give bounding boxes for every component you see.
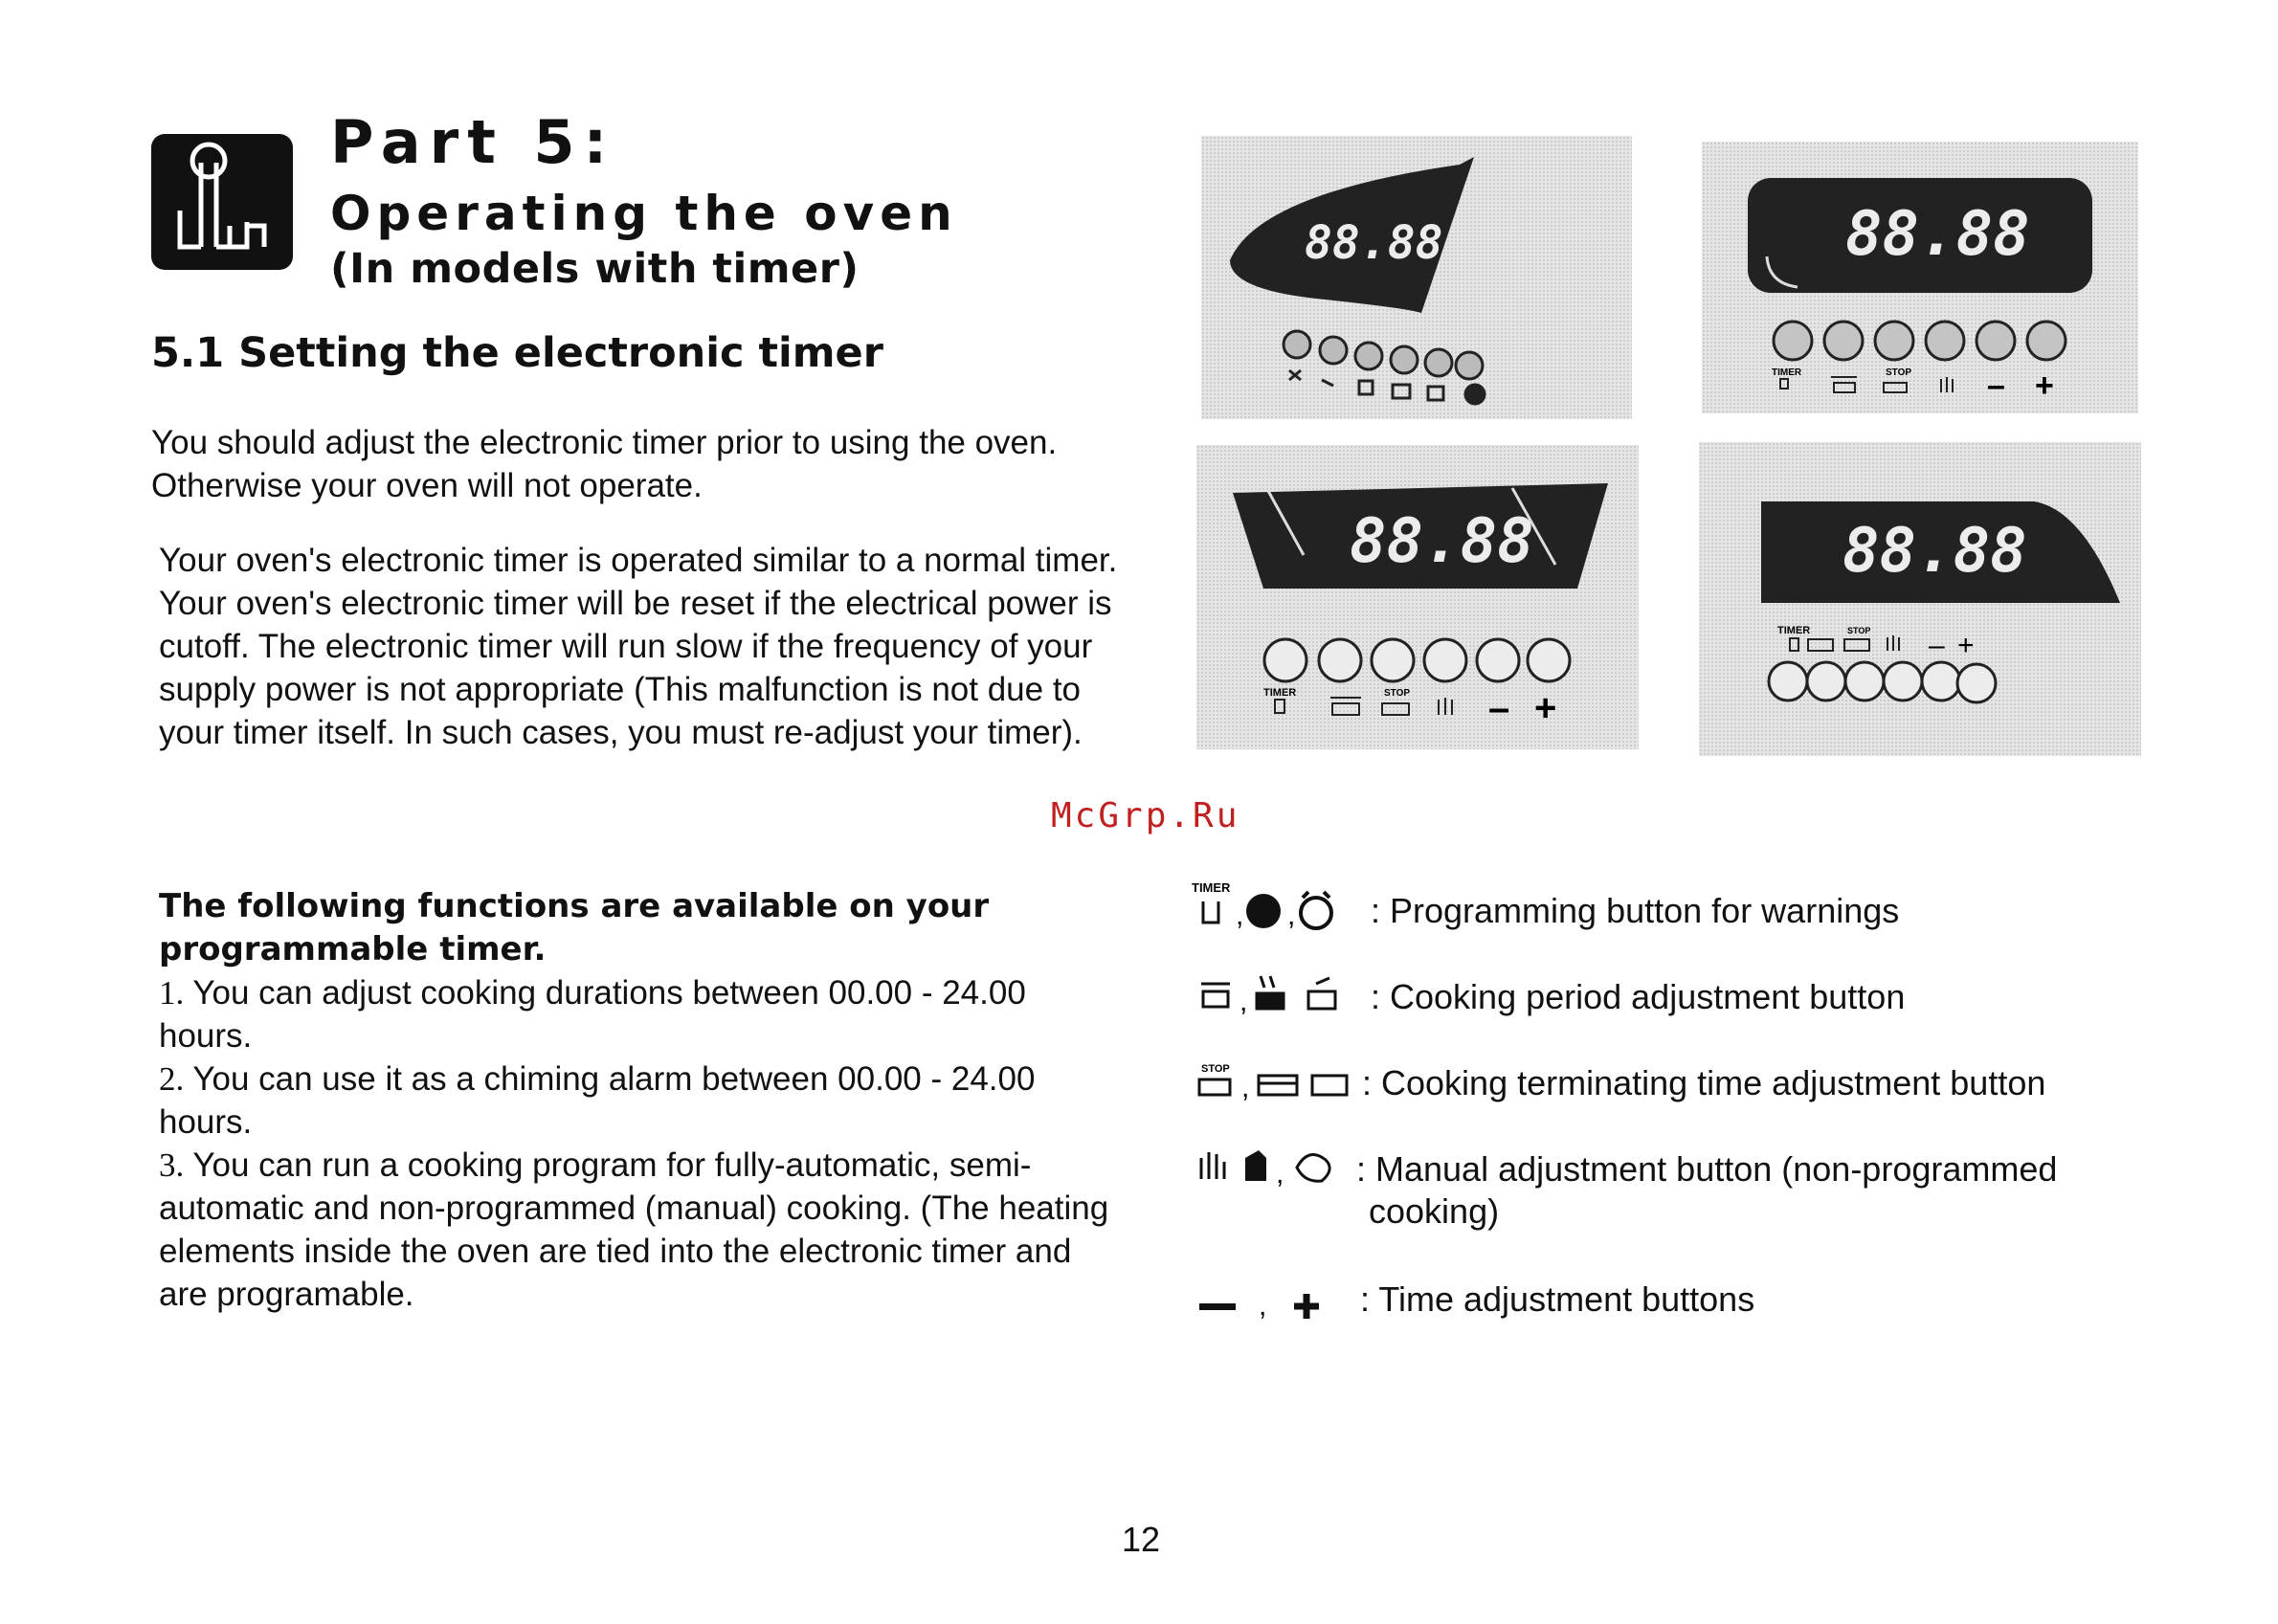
list-item: 1. You can adjust cooking durations between 00.00 - 24.00 hours.: [159, 974, 1026, 1055]
svg-text:,: ,: [1287, 900, 1296, 931]
plus-sign: +: [1534, 687, 1557, 729]
timer-panel-model-4: [1699, 442, 2141, 756]
timer-label: TIMER: [1777, 625, 1811, 636]
legend-text: : Time adjustment buttons: [1360, 1279, 1755, 1319]
legend-row-warnings: [1192, 880, 1957, 931]
minus-sign: –: [1987, 367, 2005, 404]
minus-icon: [1199, 1303, 1236, 1310]
stop-icon-label: STOP: [1201, 1063, 1230, 1075]
stop-pot-icons: [1192, 1053, 1374, 1110]
timer-icon-label: TIMER: [1192, 880, 1231, 895]
page-number: 12: [1122, 1520, 1161, 1559]
part-title: Part 5:: [330, 107, 616, 177]
plus-sign: +: [2035, 367, 2054, 404]
display-readout: 88.88: [1842, 516, 2027, 587]
svg-text:,: ,: [1240, 986, 1248, 1017]
stop-label: STOP: [1847, 626, 1871, 635]
legend-text: : Programming button for warnings: [1371, 891, 1900, 930]
legend-row-cooking-period: [1192, 967, 1957, 1017]
timer-panel-model-3: [1196, 445, 1639, 749]
pointing-hand-icon: [151, 134, 293, 270]
stop-label: STOP: [1384, 688, 1411, 699]
svg-text:,: ,: [1241, 1072, 1250, 1103]
list-item: 3. You can run a cooking program for fully-automatic, semi-automatic and non-programmed (manual) cooking. (The heating elements inside the oven are tied into the electronic timer and are programable.: [159, 1146, 1109, 1313]
watermark: McGrp.Ru: [1051, 796, 1240, 835]
display-readout: 88.88: [1350, 506, 1534, 577]
svg-text:,: ,: [1259, 1290, 1267, 1322]
timer-panel-model-2: [1702, 142, 2138, 413]
hand-icons: [1192, 1139, 1364, 1196]
display-readout: 88.88: [1845, 199, 2030, 270]
minus-sign: –: [1929, 630, 1945, 661]
stop-label: STOP: [1886, 367, 1912, 378]
plus-sign: +: [1957, 630, 1975, 661]
intro-paragraph: You should adjust the electronic timer prior to using the oven. Otherwise your oven will not operate.: [151, 424, 1058, 504]
section-title: 5.1 Setting the electronic timer: [151, 329, 883, 377]
minus-sign: –: [1488, 687, 1510, 729]
timer-panel-model-1: [1201, 136, 1632, 419]
list-item: 2. You can use it as a chiming alarm between 00.00 - 24.00 hours.: [159, 1060, 1036, 1141]
svg-text:,: ,: [1276, 1158, 1284, 1190]
functions-list: [159, 885, 1126, 1316]
legend-text: : Cooking terminating time adjustment button: [1362, 1063, 2046, 1102]
minus-plus-icons: [1192, 1269, 1364, 1326]
functions-lead: The following functions are available on your programmable timer.: [159, 887, 990, 968]
legend-text-continued: cooking): [1369, 1191, 1500, 1231]
part-subtitle: Operating the oven: [330, 186, 958, 241]
legend-text: : Manual adjustment button (non-programmed: [1356, 1149, 2058, 1189]
legend-text: : Cooking period adjustment button: [1371, 977, 1906, 1016]
timer-description-paragraph: Your oven's electronic timer is operated similar to a normal timer. Your oven's electronic timer will be reset if the electrical power is cutoff. The electronic timer will run slow if the frequency of your supply power is not appropriate (This malfunction is not due to your timer itself. In such cases, you must re-adjust your timer).: [159, 542, 1118, 751]
legend-row-time-adjust: [1192, 1269, 1957, 1322]
cooking-pot-icons: [1192, 967, 1364, 1024]
legend-row-manual: [1192, 1139, 2058, 1235]
timer-bell-clock-icons: [1192, 880, 1364, 938]
legend-row-stop-time: [1192, 1053, 2053, 1101]
timer-label: TIMER: [1263, 687, 1297, 699]
display-readout: 88.88: [1305, 216, 1443, 270]
part-model-note: (In models with timer): [330, 245, 860, 293]
svg-text:,: ,: [1236, 900, 1244, 931]
timer-label: TIMER: [1772, 367, 1802, 378]
